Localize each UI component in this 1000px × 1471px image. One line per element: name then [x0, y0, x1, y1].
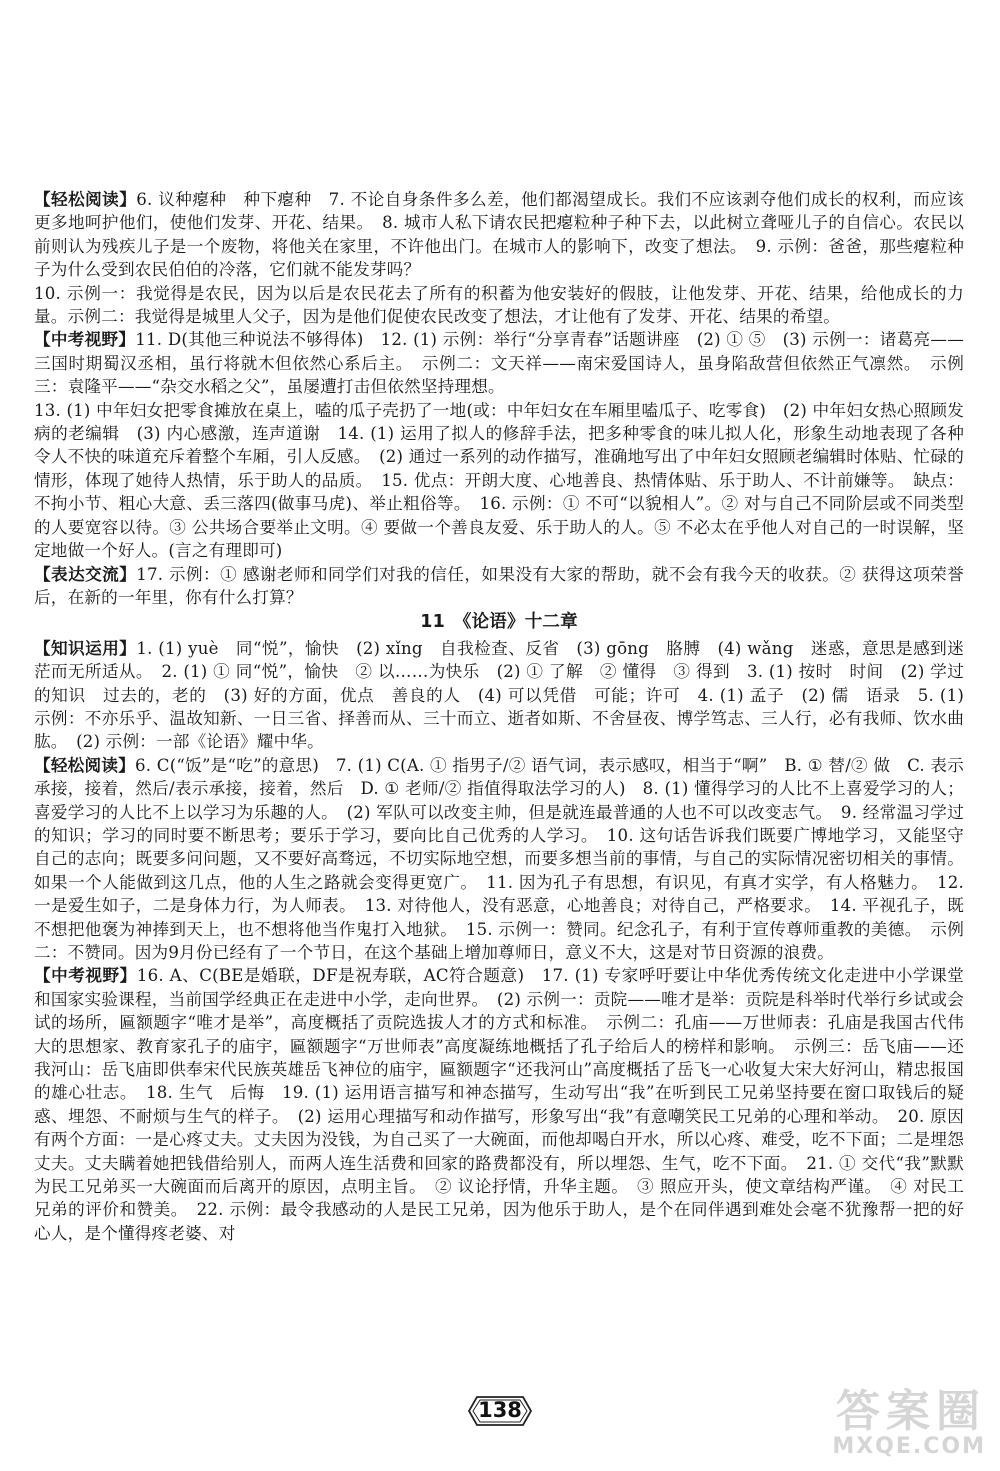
paragraph-text: 6. C(“饭”是“吃”的意思) 7. (1) C(A. ① 指男子/② 语气词，表示感叹，相当于“啊” B. ① 替/② 做 C. 表示承接，接着，然后/表示承接，接着，然后 D. ① 老师/② 指值得取法学习的人) 8. (1) 懂得学习的人比不上喜爱学习的人；喜爱学习的人比不上以学习为乐趣的人。 (2) 军队可以改变主帅，但是就连最普通的人也不可以改变志气。 9. 经常温习学过的知识；学习的同时要不断思考；要乐于学习，要向比自己优秀的人学习。 10. 这句话告诉我们既要广博地学习，又能坚守自己的志向；既要多问问题，又不要好高骛远，不切实际地空想，而要多想当前的事情，与自己的实际情况密切相关的事情。如果一个人能做到这几点，他的人生之路就会变得更宽广。 11. 因为孔子有思想，有识见，有真才实学，有人格魅力。 12. 一是爱生如子，二是身体力行，为人师表。 13. 对待他人，没有恶意，心地善良；对待自己，严格要求。 14. 平视孔子，既不想把他褒为神捧到天上，也不想将他当作鬼打入地狱。 15. 示例一：赞同。纪念孔子，有利于宣传尊师重教的美德。 示例二：不赞同。因为9月份已经有了一个节日，在这个基础上增加尊师日，意义不大，这是对节日资源的浪费。: [34, 755, 965, 962]
section-tag: 【中考视野】: [34, 966, 137, 986]
paragraph: [34, 964, 964, 1245]
paragraph: [34, 282, 964, 329]
paragraph: [34, 637, 964, 754]
paragraph: [34, 328, 964, 398]
paragraph-text: 11. D(其他三种说法不够得体) 12. (1) 示例：举行“分享青春”话题讲座 (2) ① ⑤ (3) 示例一：诸葛亮——三国时期蜀汉丞相，虽行将就木但依然心系后主。 示例二：文天祥——南宋爱国诗人，虽身陷敌营但依然正气凛然。 示例三：袁隆平——“杂交水稻之父”，虽屡遭打击但依然坚持理想。: [34, 330, 964, 397]
section-tag: 【表达交流】: [34, 564, 137, 584]
paragraph: [34, 188, 964, 282]
paragraph: [34, 754, 964, 965]
paragraph-text: 17. 示例：① 感谢老师和同学们对我的信任，如果没有大家的帮助，就不会有我今天的收获。② 获得这项荣誉后，在新的一年里，你有什么打算？: [34, 564, 964, 607]
section-tag: 【轻松阅读】: [34, 755, 136, 775]
paragraph: [34, 399, 964, 563]
section-tag: 【中考视野】: [34, 330, 136, 350]
section-tag: 【轻松阅读】: [34, 190, 137, 209]
answer-text: [34, 188, 964, 1245]
page-number: [467, 1393, 533, 1429]
paragraph-text: 16. A、C(BE是婚联，DF是祝寿联，AC符合题意) 17. (1) 专家呼吁要让中华优秀传统文化走进中小学课堂和国家实验课程，当前国学经典正在走进中小学，走向世界。 (2) 示例一：贡院——唯才是举：贡院是科举时代举行乡试或会试的场所，匾额题字“唯才是举”，高度概括了贡院选拔人才的方式和标准。 示例二：孔庙——万世师表：孔庙是我国古代伟大的思想家、教育家孔子的庙宇，匾额题字“万世师表”高度凝练地概括了孔子给后人的榜样和影响。 示例三：岳飞庙——还我河山：岳飞庙即供奉宋代民族英雄岳飞神位的庙宇，匾额题字“还我河山”高度概括了岳飞一心收复大宋大好河山，精忠报国的雄心壮志。 18. 生气 后悔 19. (1) 运用语言描写和神态描写，生动写出“我”在听到民工兄弟坚持要在窗口取钱后的疑惑、埋怨、不耐烦与生气的样子。 (2) 运用心理描写和动作描写，形象写出“我”有意嘲笑民工兄弟的心理和举动。 20. 原因有两个方面：一是心疼丈夫。丈夫因为没钱，为自己买了一大碗面，而他却喝白开水，所以心疼、难受，吃不下面；二是埋怨丈夫。丈夫瞒着她把钱借给别人，而两人连生活费和回家的路费都没有，所以埋怨、生气，吃不下面。 21. ① 交代“我”默默为民工兄弟买一大碗面而后离开的原因，点明主旨。 ② 议论抒情，升华主题。 ③ 照应开头，使文章结构严谨。 ④ 对民工兄弟的评价和赞美。 22. 示例：最令我感动的人是民工兄弟，因为他乐于助人，是个在同伴遇到难处会毫不犹豫帮一把的好心人，是个懂得疼老婆、对: [34, 966, 964, 1243]
chapter-title: 11 《论语》十二章: [420, 612, 578, 633]
section-tag: 【知识运用】: [34, 638, 137, 658]
paragraph-text: 1. (1) yuè 同“悦”，愉快 (2) xǐng 自我检查、反省 (3) gōng 胳膊 (4) wǎng 迷惑，意思是感到迷茫而无所适从。 2. (1) ① 同“悦”，愉快 ② 以……为快乐 (2) ① 了解 ② 懂得 ③ 得到 3. (1) 按时 时间 (2) 学过的知识 过去的，老的 (3) 好的方面，优点 善良的人 (4) 可以凭借 可能；许可 4. (1) 孟子 (2) 儒 语录 5. (1) 示例：不亦乐乎、温故知新、一日三省、择善而从、三十而立、逝者如斯、不舍昼夜、博学笃志、三人行，必有我师、饮水曲肱。 (2) 示例：一部《论语》耀中华。: [34, 638, 964, 752]
paragraph: [34, 563, 964, 610]
paragraph-text: 10. 示例一：我觉得是农民，因为以后是农民花去了所有的积蓄为他安装好的假肢，让他发芽、开花、结果，给他成长的力量。示例二：我觉得是城里人父子，因为是他们促使农民改变了想法，才让他有了发芽、开花、结果的希望。: [34, 283, 964, 327]
site-watermark: [750, 1386, 986, 1461]
watermark-logo-text: 答案圈: [836, 1386, 986, 1437]
paragraph-text: 6. 议种瘪种 种下瘪种 7. 不论自身条件多么差，他们都渴望成长。我们不应该剥夺他们成长的权利，而应该更多地呵护他们，使他们发芽、开花、结果。 8. 城市人私下请农民把瘪粒种子种下去，以此树立聋哑儿子的自信心。农民以前则认为残疾儿子是一个废物，将他关在家里，不许他出门。在城市人的影响下，改变了想法。 9. 示例：爸爸，那些瘪粒种子为什么受到农民伯伯的冷落，它们就不能发芽吗？: [34, 190, 964, 280]
page-number-text: 138: [478, 1398, 522, 1422]
paragraph-text: 13. (1) 中年妇女把零食摊放在桌上，嗑的瓜子壳扔了一地(或：中年妇女在车厢里嗑瓜子、吃零食) (2) 中年妇女热心照顾发病的老编辑 (3) 内心感激，连声道谢 14. (1) 运用了拟人的修辞手法，把多种零食的味儿拟人化，形象生动地表现了各种令人不快的味道充斥着整个车厢，引人反感。 (2) 通过一系列的动作描写，准确地写出了中年妇女照顾老编辑时体贴、忙碌的情形，体现了她待人热情，乐于助人的品质。 15. 优点：开朗大度、心地善良、热情体贴、乐于助人、不计前嫌等。 缺点：不拘小节、粗心大意、丢三落四(做事马虎)、举止粗俗等。 16. 示例：① 不可“以貌相人”。② 对与自己不同阶层或不同类型的人要宽容以待。③ 公共场合要举止文明。④ 要做一个善良友爱、乐于助人的人。⑤ 不必太在乎他人对自己的一时误解，坚定地做一个好人。(言之有理即可): [34, 400, 964, 561]
watermark-domain: MXQE.COM: [832, 1434, 986, 1459]
